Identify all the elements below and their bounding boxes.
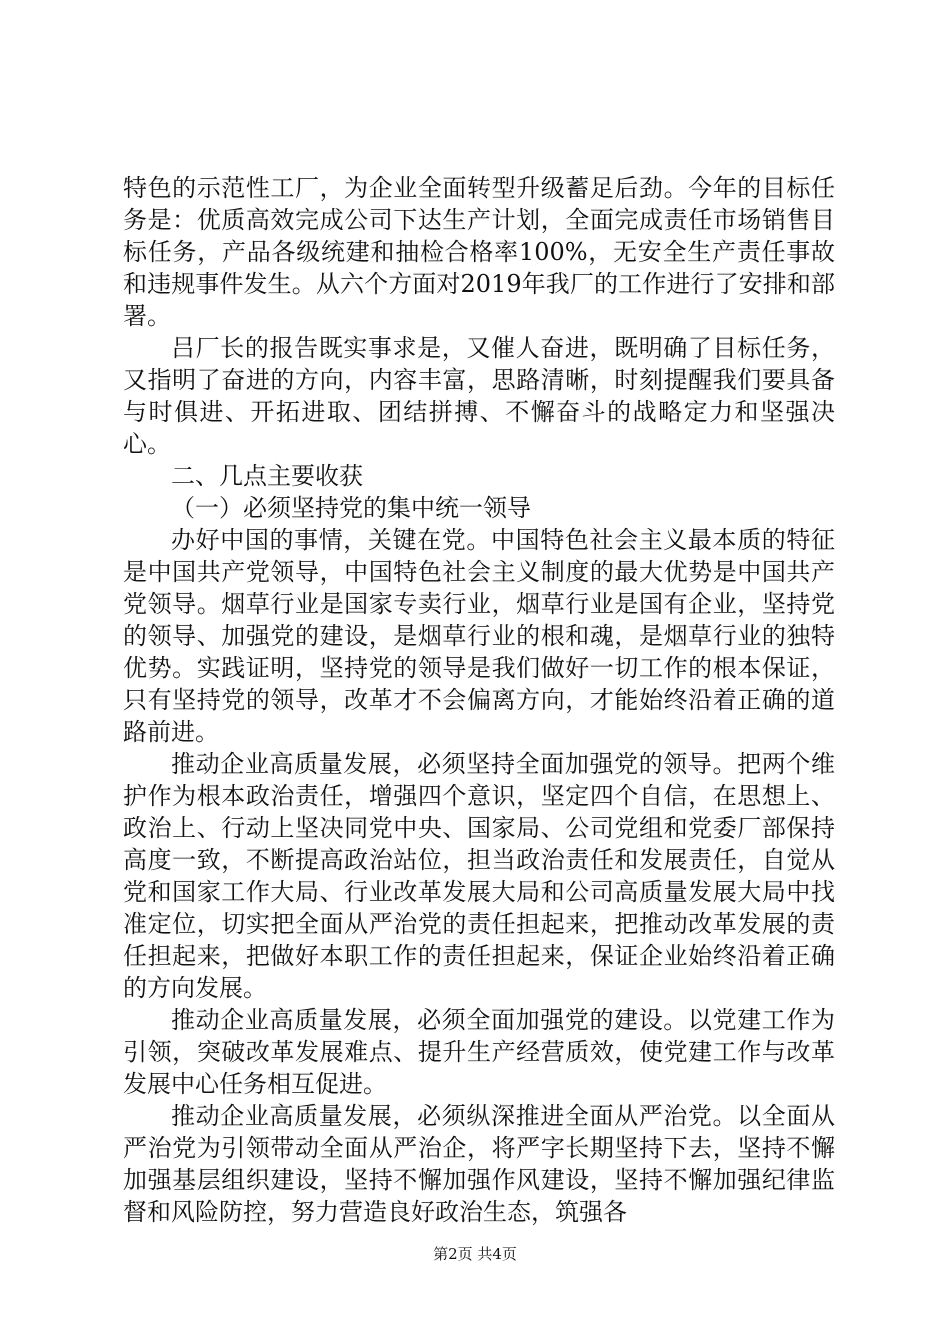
section-heading-main-gains: 二、几点主要收获 [171,462,363,490]
paragraph-continuation: 特色的示范性工厂，为企业全面转型升级蓄足后劲。今年的目标任务是：优质高效完成公司下达生产计划，全面完成责任市场销售目标任务，产品各级统建和抽检合格率100%，无安全生产责任事故和违规事件发生。从六个方面对2019年我厂的工作进行了安排和部署。 [123,174,835,330]
document-body [123,172,835,1228]
page-number-footer: 第2页 共4页 [433,1245,517,1263]
paragraph-report-evaluation: 吕厂长的报告既实事求是，又催人奋进，既明确了目标任务，又指明了奋进的方向，内容丰富，思路清晰，时刻提醒我们要具备与时俱进、开拓进取、团结拼搏、不懈奋斗的战略定力和坚强决心。 [123,334,835,458]
paragraph-strengthen-leadership: 推动企业高质量发展，必须坚持全面加强党的领导。把两个维护作为根本政治责任，增强四个意识，坚定四个自信，在思想上、政治上、行动上坚决同党中央、国家局、公司党组和党委厂部保持高度一致，不断提高政治站位，担当政治责任和发展责任，自觉从党和国家工作大局、行业改革发展大局和公司高质量发展大局中找准定位，切实把全面从严治党的责任担起来，把推动改革发展的责任担起来，把做好本职工作的责任担起来，保证企业始终沿着正确的方向发展。 [123,750,835,1002]
paragraph-party-key: 办好中国的事情，关键在党。中国特色社会主义最本质的特征是中国共产党领导，中国特色社会主义制度的最大优势是中国共产党领导。烟草行业是国家专卖行业，烟草行业是国有企业，坚持党的领导、加强党的建设，是烟草行业的根和魂，是烟草行业的独特优势。实践证明，坚持党的领导是我们做好一切工作的根本保证，只有坚持党的领导，改革才不会偏离方向，才能始终沿着正确的道路前进。 [123,526,835,746]
subsection-heading-party-leadership: （一）必须坚持党的集中统一领导 [171,494,531,522]
paragraph-strict-governance: 推动企业高质量发展，必须纵深推进全面从严治党。以全面从严治党为引领带动全面从严治企，将严字长期坚持下去，坚持不懈加强基层组织建设，坚持不懈加强作风建设，坚持不懈加强纪律监督和风险防控，努力营造良好政治生态，筑强各 [123,1102,835,1226]
paragraph-party-building: 推动企业高质量发展，必须全面加强党的建设。以党建工作为引领，突破改革发展难点、提升生产经营质效，使党建工作与改革发展中心任务相互促进。 [123,1006,835,1098]
